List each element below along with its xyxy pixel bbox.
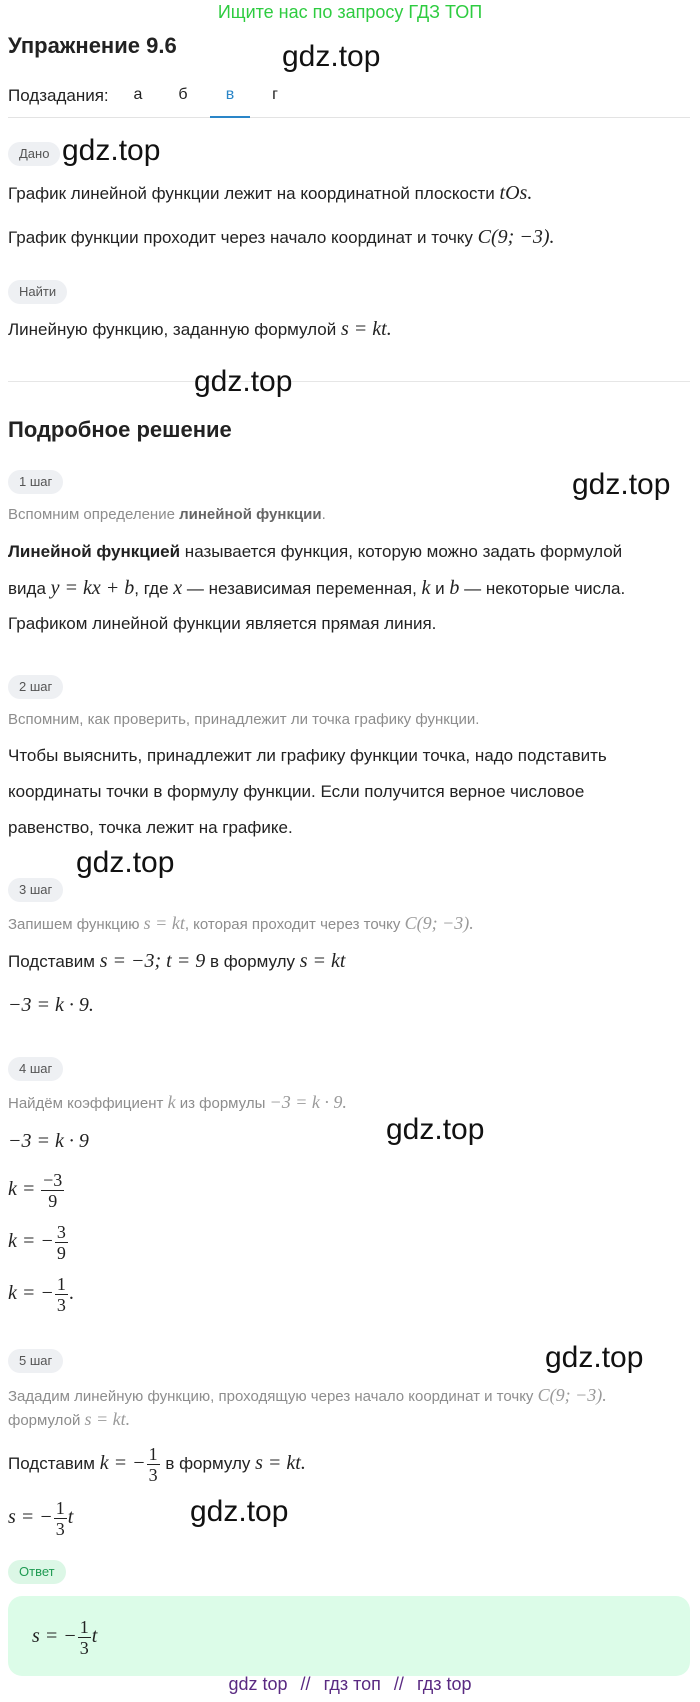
solution-heading: Подробное решение [8,417,232,442]
numerator: 1 [148,1444,158,1465]
given-line-2 [8,225,555,250]
step-5-result [8,1493,73,1542]
step-5-hint-1 [8,1383,607,1409]
exercise-title: Упражнение 9.6 [8,33,177,58]
footer-separator: // [393,1674,404,1694]
step-4-hint-mid: из формулы [175,1095,266,1112]
step-1-badge: 1 шаг [8,470,63,494]
subtask-tab-b[interactable]: б [178,86,188,103]
step-5-hint-2-text: формулой [8,1412,81,1429]
fraction [55,1222,68,1263]
footer-links [0,1674,700,1695]
step-2-badge: 2 шаг [8,675,63,699]
footer-separator: // [300,1674,311,1694]
numerator: 1 [79,1617,89,1638]
subtask-tab-a[interactable]: а [133,86,143,103]
step-5-substitution [8,1439,306,1488]
given-badge: Дано [8,142,60,166]
footer-link-2[interactable]: гдз топ [323,1674,381,1694]
footer-link-1[interactable]: gdz top [228,1674,288,1694]
answer-lhs: s = − [32,1625,77,1647]
fraction [55,1274,68,1315]
step-2-line-1: Чтобы выяснить, принадлежит ли графику функции точка, надо подставить [8,746,607,765]
step-3-badge: 3 шаг [8,878,63,902]
step-1-para-1 [8,540,622,564]
denominator: 3 [55,1519,65,1540]
given-line-1 [8,181,532,206]
step-1-hint-pre: Вспомним определение [8,506,175,523]
step-4-eq-2 [8,1165,65,1214]
numerator: 3 [56,1222,66,1243]
find-line [8,317,392,342]
subtasks-bar [8,84,690,118]
footer-link-3[interactable]: гдз top [416,1674,472,1694]
numerator: 1 [56,1274,66,1295]
subtasks-label: Подзадания: [8,86,109,105]
watermark: gdz.top [282,40,381,73]
step-1-para-2-pre: вида [8,579,46,598]
answer-badge: Ответ [8,1560,66,1584]
step-4-eq-3 [8,1217,69,1266]
answer-var: t [91,1625,98,1647]
step-1-para-1-rest: называется функция, которую можно задать формулой [180,542,623,561]
watermark: gdz.top [62,134,161,167]
step-5-result-lhs: s = − [8,1506,53,1528]
step-3-hint-math-1: s = kt [143,913,185,933]
denominator: 3 [79,1638,89,1659]
step-1-formula: y = kx + b [50,577,135,599]
given-line-2-text: График функции проходит через начало координат и точку [8,228,473,247]
step-2-line-2: координаты точки в формулу функции. Если получится верное числовое [8,782,585,801]
step-1-hint-post: . [321,506,326,523]
step-4-eq-4-end: . [68,1282,74,1304]
numerator: 1 [55,1498,65,1519]
step-3-hint-mid: , которая проходит через точку [184,916,401,933]
step-5-sub-lhs: k = − [99,1452,146,1474]
step-3-sub-math-2: s = kt [299,950,346,972]
answer-box [8,1596,690,1676]
subtask-tab-v[interactable]: в [210,86,250,118]
step-1-and: и [430,579,450,598]
step-5-hint-2-math: s = kt. [84,1409,131,1429]
step-5-sub-mid: в формулу [160,1454,256,1473]
step-1-hint-bold: линейной функции [179,506,322,523]
promo-banner[interactable]: Ищите нас по запросу ГДЗ ТОП [217,2,483,22]
watermark: gdz.top [76,846,175,879]
step-1-para-3: Графиком линейной функции является прямая линия. [8,614,437,633]
step-4-eq-3-lhs: k = − [8,1230,54,1252]
given-line-1-text: График линейной функции лежит на координатной плоскости [8,184,495,203]
answer-formula [32,1612,97,1661]
find-badge: Найти [8,280,67,304]
step-4-eq-1: −3 = k · 9 [8,1130,89,1152]
step-4-hint-math: −3 = k · 9. [269,1092,347,1112]
step-5-sub-pre: Подставим [8,1454,95,1473]
fraction [41,1170,64,1211]
section-divider [8,381,690,382]
fraction [147,1444,160,1485]
find-line-text: Линейную функцию, заданную формулой [8,320,337,339]
find-line-math: s = kt. [340,318,392,340]
denominator: 3 [148,1465,158,1486]
step-3-sub-mid: в формулу [205,952,300,971]
step-1-para-2-end: — некоторые числа. [459,579,626,598]
step-5-result-var: t [67,1506,74,1528]
step-3-sub-math-1: s = −3; t = 9 [99,950,206,972]
step-1-para-2-mid2: — независимая переменная, [182,579,417,598]
step-4-eq-4-lhs: k = − [8,1282,54,1304]
subtask-tab-g[interactable]: г [272,86,278,103]
step-3-substitution [8,949,345,974]
step-4-eq-2-lhs: k = [8,1178,36,1200]
step-1-hint [8,503,326,527]
given-line-1-math: tOs. [499,182,533,204]
step-5-hint-1-math: C(9; −3). [537,1385,607,1405]
step-4-badge: 4 шаг [8,1057,63,1081]
step-2-line-3: равенство, точка лежит на графике. [8,818,293,837]
step-4-eq-4 [8,1269,74,1318]
step-1-term: Линейной функцией [8,542,181,561]
step-5-hint-1-text: Зададим линейную функцию, проходящую через начало координат и точку [8,1388,534,1405]
denominator: 3 [56,1295,66,1316]
step-5-badge: 5 шаг [8,1349,63,1373]
step-1-var-b: b [449,577,460,599]
fraction [54,1498,67,1539]
watermark: gdz.top [194,365,293,398]
step-1-para-2 [8,576,625,601]
step-4-hint-pre: Найдём коэффициент [8,1095,164,1112]
fraction [78,1617,91,1658]
given-line-2-math: C(9; −3). [477,226,555,248]
denominator: 9 [56,1243,66,1264]
step-4-hint [8,1090,347,1116]
numerator: −3 [43,1170,63,1191]
step-2-hint: Вспомним, как проверить, принадлежит ли точка графику функции. [8,711,480,728]
step-3-hint-math-2: C(9; −3). [404,913,474,933]
step-5-hint-2 [8,1407,130,1433]
step-3-sub-pre: Подставим [8,952,95,971]
watermark: gdz.top [190,1495,289,1528]
step-5-sub-math: s = kt. [255,1452,306,1474]
step-3-equation: −3 = k · 9. [8,994,94,1016]
watermark: gdz.top [572,468,671,501]
denominator: 9 [48,1191,58,1212]
step-4-hint-k: k [167,1092,176,1112]
step-3-hint [8,911,474,937]
step-1-para-2-mid1: , где [134,579,169,598]
step-3-hint-pre: Запишем функцию [8,916,140,933]
step-1-var-x: x [173,577,183,599]
step-1-var-k: k [421,577,431,599]
watermark: gdz.top [545,1341,644,1374]
watermark: gdz.top [386,1113,485,1146]
